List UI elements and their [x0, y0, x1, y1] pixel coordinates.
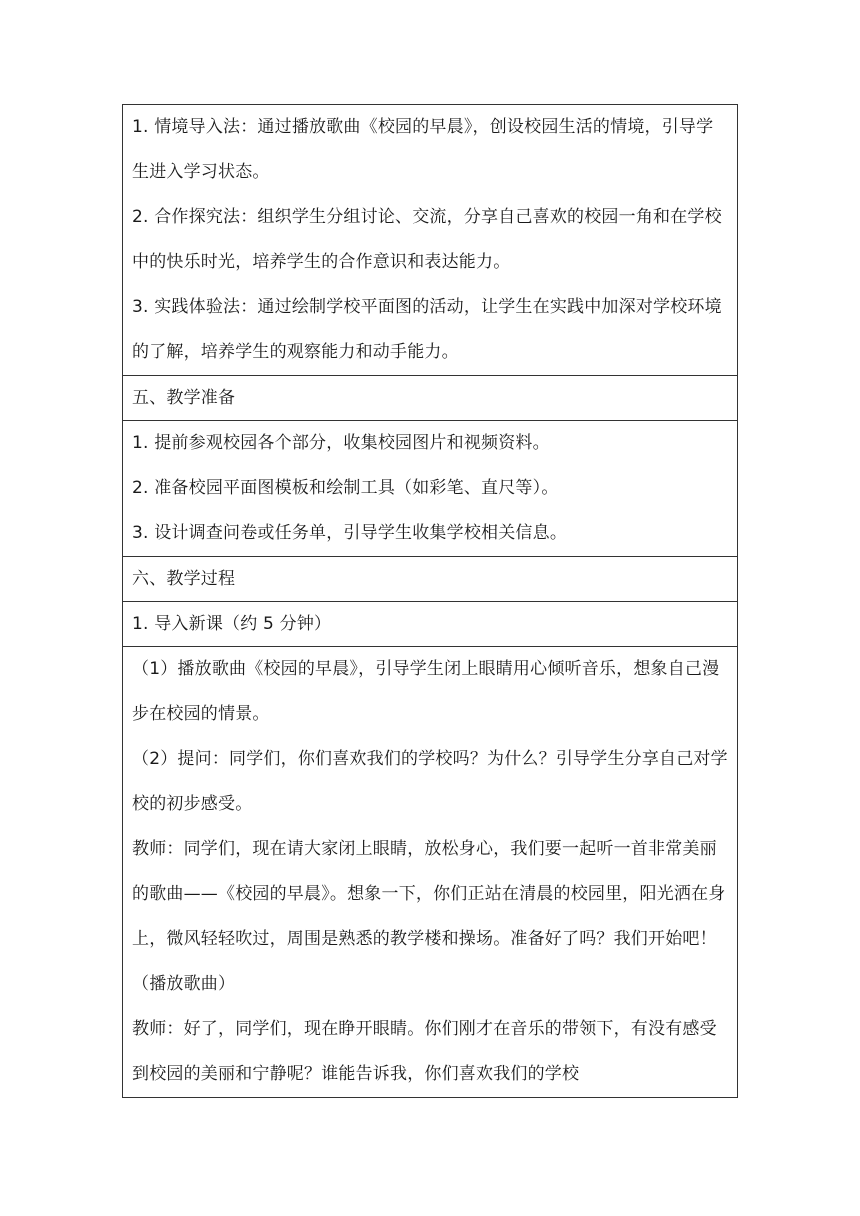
lesson-plan-table — [122, 104, 738, 1098]
preparation-cell — [123, 420, 737, 556]
section-title: 六、教学过程 — [132, 569, 236, 589]
teacher-speech-2: 教师：好了，同学们，现在睁开眼睛。你们刚才在音乐的带领下，有没有感受到校园的美丽和宁静呢？谁能告诉我，你们喜欢我们的学校 — [132, 1019, 717, 1084]
section-heading-preparation — [123, 375, 737, 420]
subsection-title: 1. 导入新课（约 5 分钟） — [132, 614, 332, 634]
intro-step-1: （1）播放歌曲《校园的早晨》，引导学生闭上眼睛用心倾听音乐，想象自己漫步在校园的情景。 — [132, 659, 720, 724]
section-title: 五、教学准备 — [132, 388, 236, 408]
preparation-item-1: 1. 提前参观校园各个部分，收集校园图片和视频资料。 — [132, 433, 550, 453]
section-heading-process — [123, 556, 737, 601]
preparation-item-2: 2. 准备校园平面图模板和绘制工具（如彩笔、直尺等）。 — [132, 478, 559, 498]
subsection-heading-intro — [123, 601, 737, 646]
method-item-2: 2. 合作探究法：组织学生分组讨论、交流，分享自己喜欢的校园一角和在学校中的快乐时光，培养学生的合作意识和表达能力。 — [132, 207, 722, 272]
method-item-3: 3. 实践体验法：通过绘制学校平面图的活动，让学生在实践中加深对学校环境的了解，培养学生的观察能力和动手能力。 — [132, 297, 722, 362]
teacher-speech-1: 教师：同学们，现在请大家闭上眼睛，放松身心，我们要一起听一首非常美丽的歌曲——《校园的早晨》。想象一下，你们正站在清晨的校园里，阳光洒在身上，微风轻轻吹过，周围是熟悉的教学楼和操场。准备好了吗？我们开始吧！（播放歌曲） — [132, 839, 726, 994]
intro-content-cell — [123, 646, 737, 1097]
method-item-1: 1. 情境导入法：通过播放歌曲《校园的早晨》，创设校园生活的情境，引导学生进入学习状态。 — [132, 117, 714, 182]
preparation-item-3: 3. 设计调查问卷或任务单，引导学生收集学校相关信息。 — [132, 523, 568, 543]
teaching-methods-cell — [123, 105, 737, 375]
intro-step-2: （2）提问：同学们，你们喜欢我们的学校吗？为什么？引导学生分享自己对学校的初步感受。 — [132, 749, 728, 814]
